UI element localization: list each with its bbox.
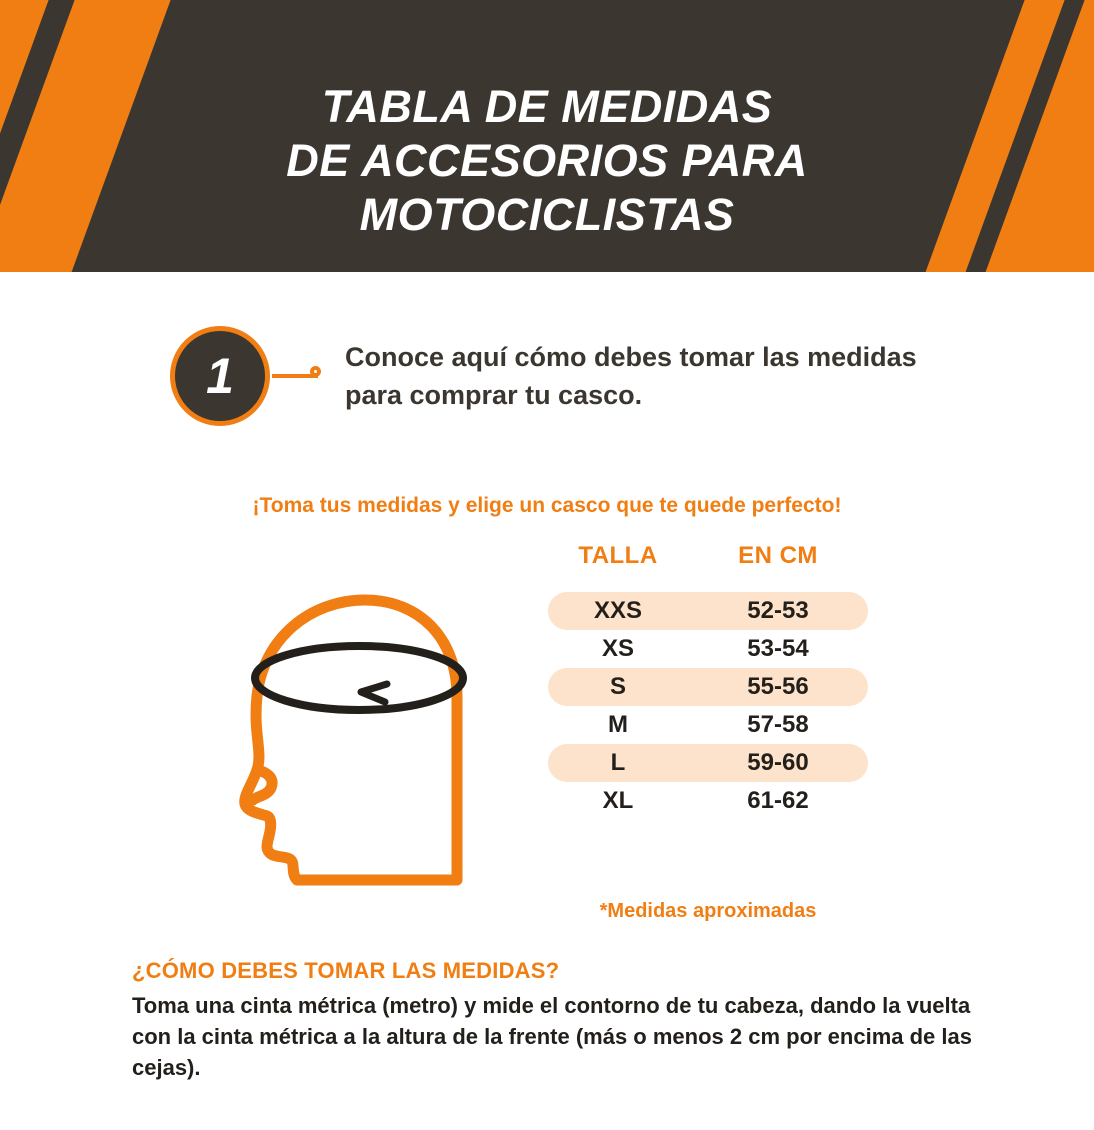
table-header-row — [548, 542, 868, 592]
cell-cm: 59-60 — [747, 749, 809, 776]
step-description: Conoce aquí cómo debes tomar las medidas para comprar tu casco. — [345, 342, 917, 410]
howto-title: ¿CÓMO DEBES TOMAR LAS MEDIDAS? — [132, 958, 560, 983]
cell-cm: 52-53 — [747, 597, 809, 624]
cell-size: XL — [602, 787, 634, 814]
cell-size: M — [608, 711, 628, 738]
page-title — [0, 80, 1094, 242]
table-note: *Medidas aproximadas — [599, 900, 817, 922]
cell-cm: 57-58 — [747, 711, 809, 738]
page-title-line-1: TABLA DE MEDIDAS — [321, 81, 773, 132]
tagline: ¡Toma tus medidas y elige un casco que te quede perfecto! — [252, 494, 842, 517]
cell-cm: 61-62 — [747, 787, 809, 814]
table-row — [548, 668, 868, 706]
cell-cm: 55-56 — [747, 673, 809, 700]
table-row — [548, 706, 868, 744]
column-header-size: TALLA — [578, 542, 658, 569]
howto-section — [132, 958, 992, 1083]
howto-body: Toma una cinta métrica (metro) y mide el contorno de tu cabeza, dando la vuelta con la cinta métrica a la altura de la frente (más o menos 2 cm por encima de las cejas). — [132, 993, 972, 1080]
page-title-line-3: MOTOCICLISTAS — [359, 189, 735, 240]
main-content — [0, 272, 1094, 1130]
cell-size: XS — [601, 635, 634, 662]
cell-cm: 53-54 — [747, 635, 809, 662]
cell-size: L — [610, 749, 626, 776]
table-row — [548, 744, 868, 782]
table-row — [548, 630, 868, 668]
step-one-block — [0, 322, 1094, 452]
connector-dot — [310, 366, 321, 377]
page-title-line-2: DE ACCESORIOS PARA — [286, 135, 808, 186]
head-illustration — [215, 592, 515, 892]
cell-size: XXS — [593, 597, 643, 624]
size-table — [548, 542, 868, 820]
cell-size: S — [609, 673, 626, 700]
step-number-badge: 1 — [170, 326, 270, 426]
header-banner — [0, 0, 1094, 272]
column-header-cm: EN CM — [738, 542, 818, 569]
table-row — [548, 782, 868, 820]
table-row — [548, 592, 868, 630]
